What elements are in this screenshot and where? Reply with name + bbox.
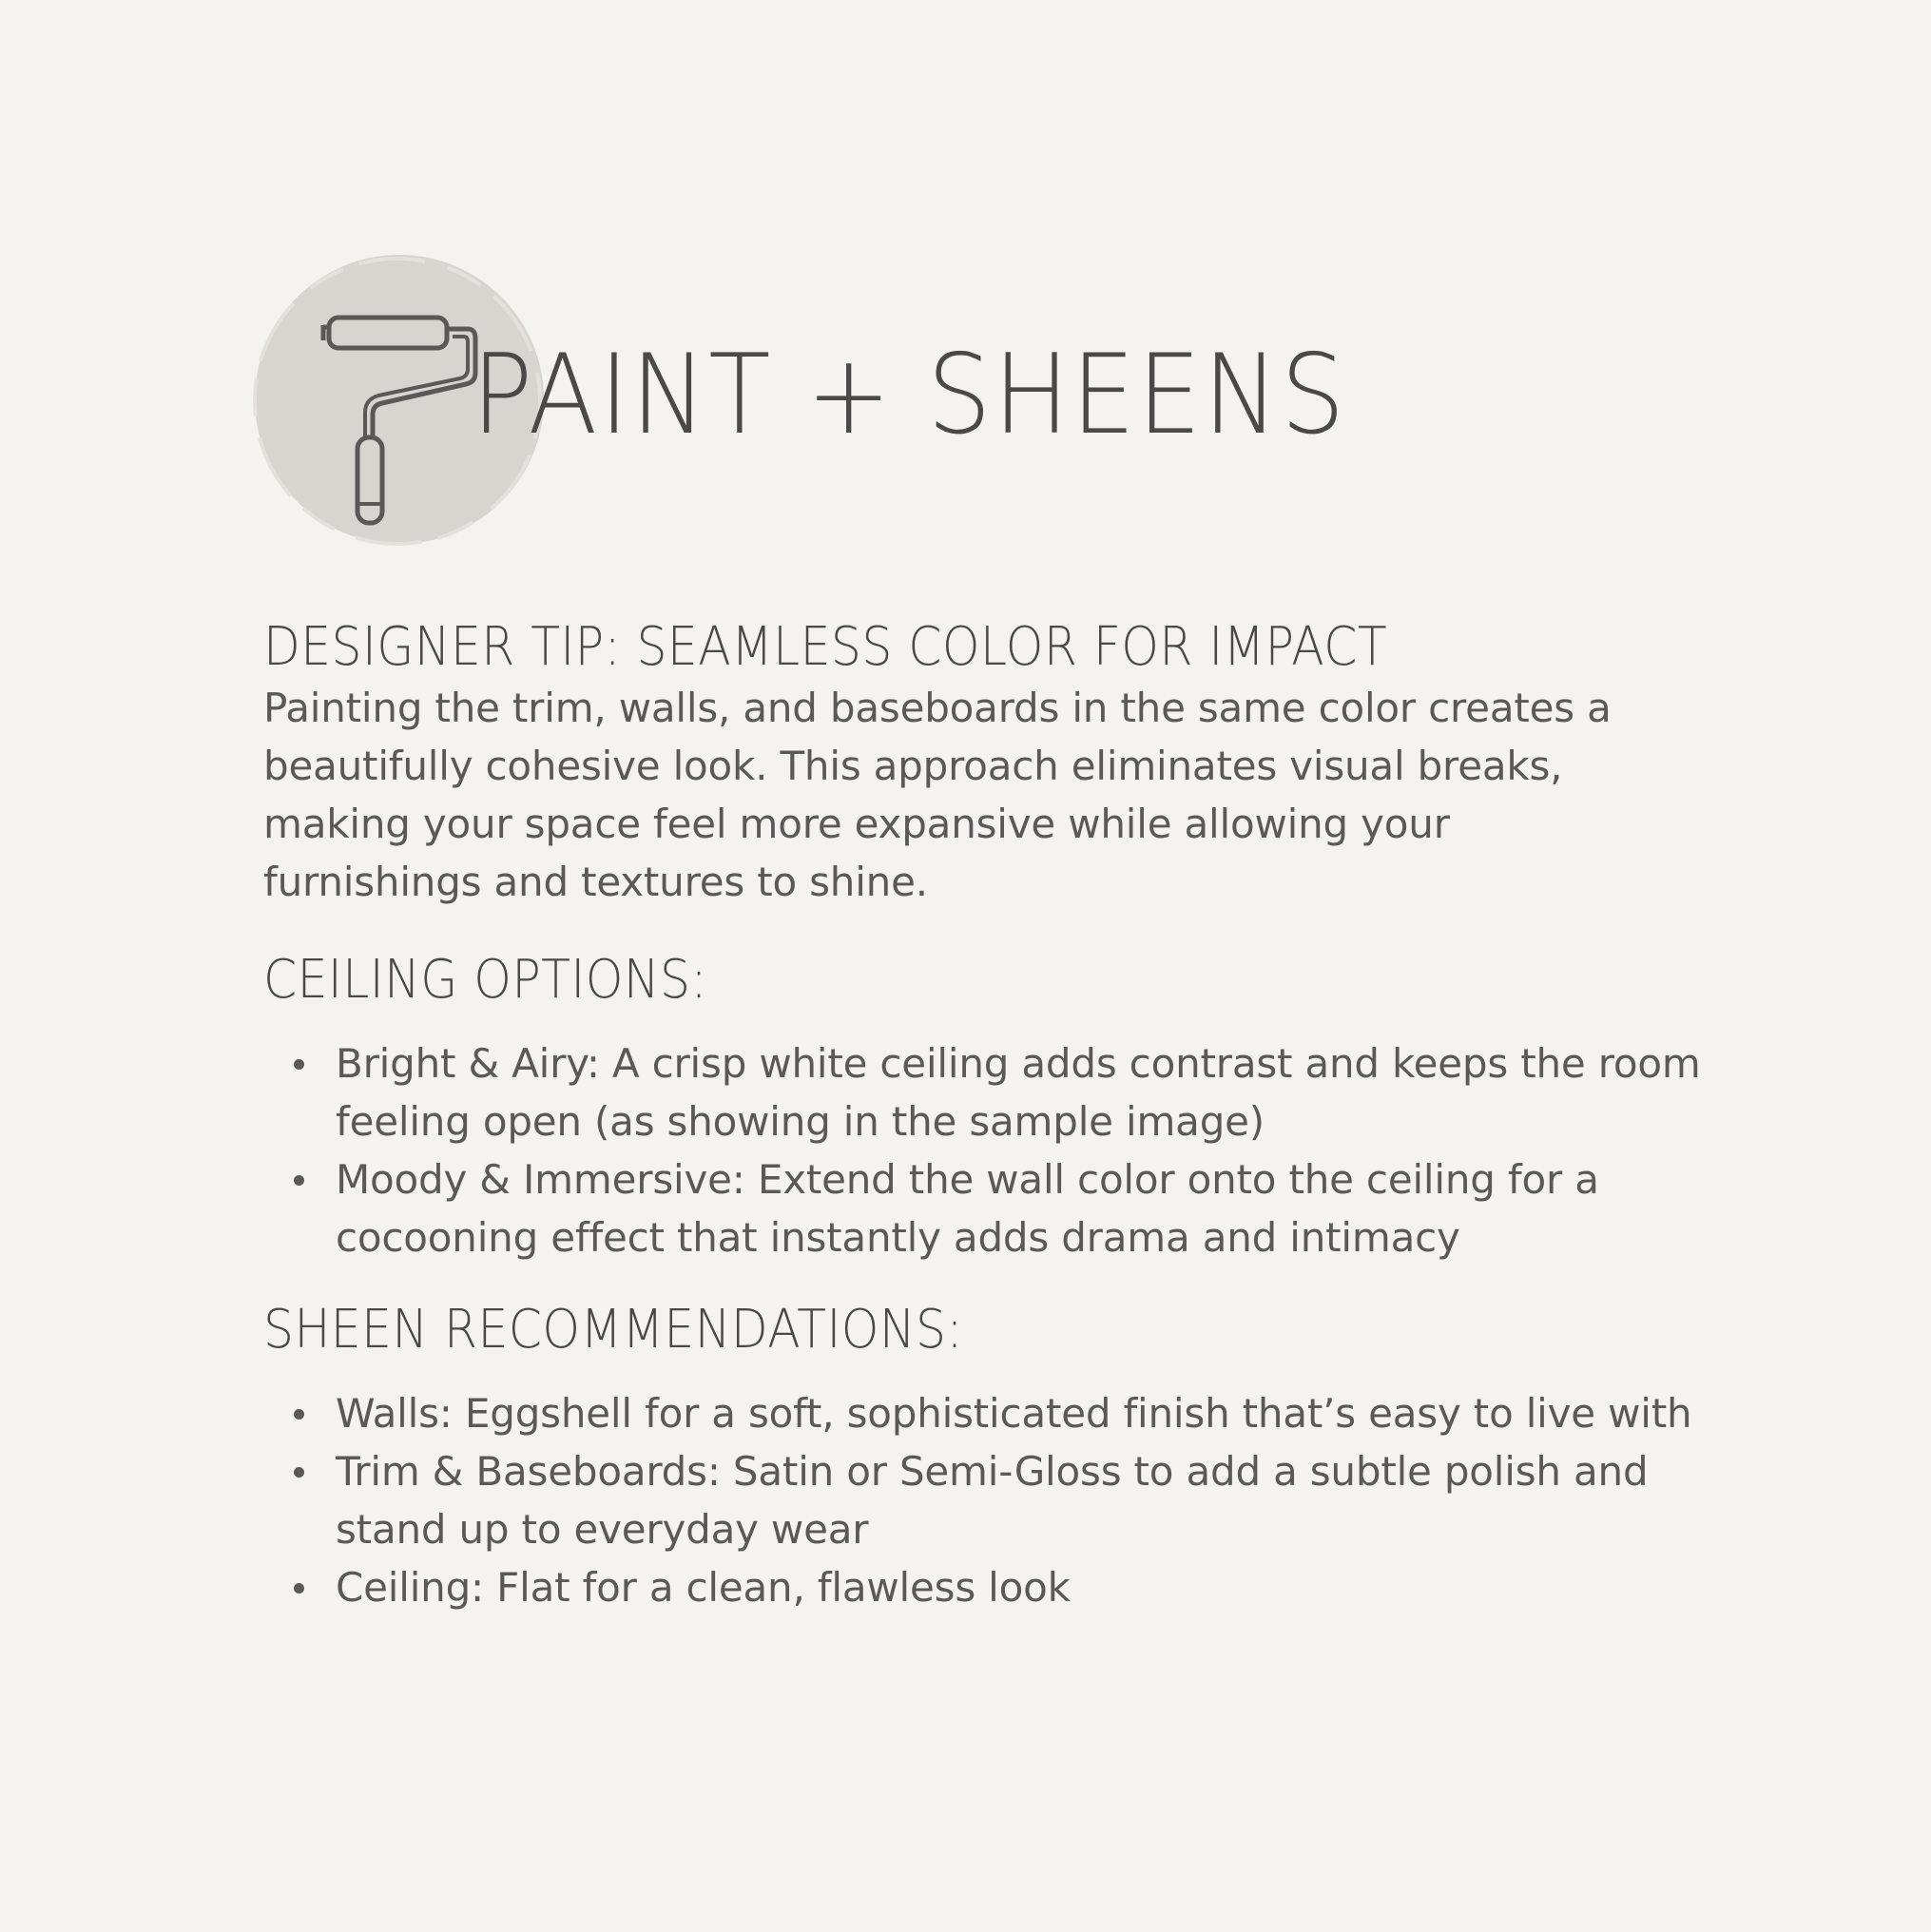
ceiling-options-heading: CEILING OPTIONS: xyxy=(263,949,707,1011)
page-title: PAINT + SHEENS xyxy=(472,331,1347,459)
list-item: Trim & Baseboards: Satin or Semi-Gloss to add a subtle polish and stand up to everyday wear xyxy=(336,1442,1724,1558)
designer-tip-heading: DESIGNER TIP: SEAMLESS COLOR FOR IMPACT xyxy=(263,616,1388,678)
sheen-recommendations-list xyxy=(263,1384,1724,1616)
list-item: Bright & Airy: A crisp white ceiling adds contrast and keeps the room feeling open (as showing in the sample image) xyxy=(336,1034,1724,1150)
content xyxy=(263,616,1701,1616)
list-item: Ceiling: Flat for a clean, flawless look xyxy=(336,1558,1724,1616)
designer-tip-body: Painting the trim, walls, and baseboards in the same color creates a beautifully cohesive look. This approach eliminates visual breaks, making your space feel more expansive while allowing your furnishings and textures to shine. xyxy=(263,685,1612,905)
sheen-recommendations-heading: SHEEN RECOMMENDATIONS: xyxy=(263,1299,963,1361)
list-item: Walls: Eggshell for a soft, sophisticated finish that’s easy to live with xyxy=(336,1384,1724,1442)
list-item: Moody & Immersive: Extend the wall color onto the ceiling for a cocooning effect that instantly adds drama and intimacy xyxy=(336,1150,1724,1266)
ceiling-options-list xyxy=(263,1034,1724,1266)
